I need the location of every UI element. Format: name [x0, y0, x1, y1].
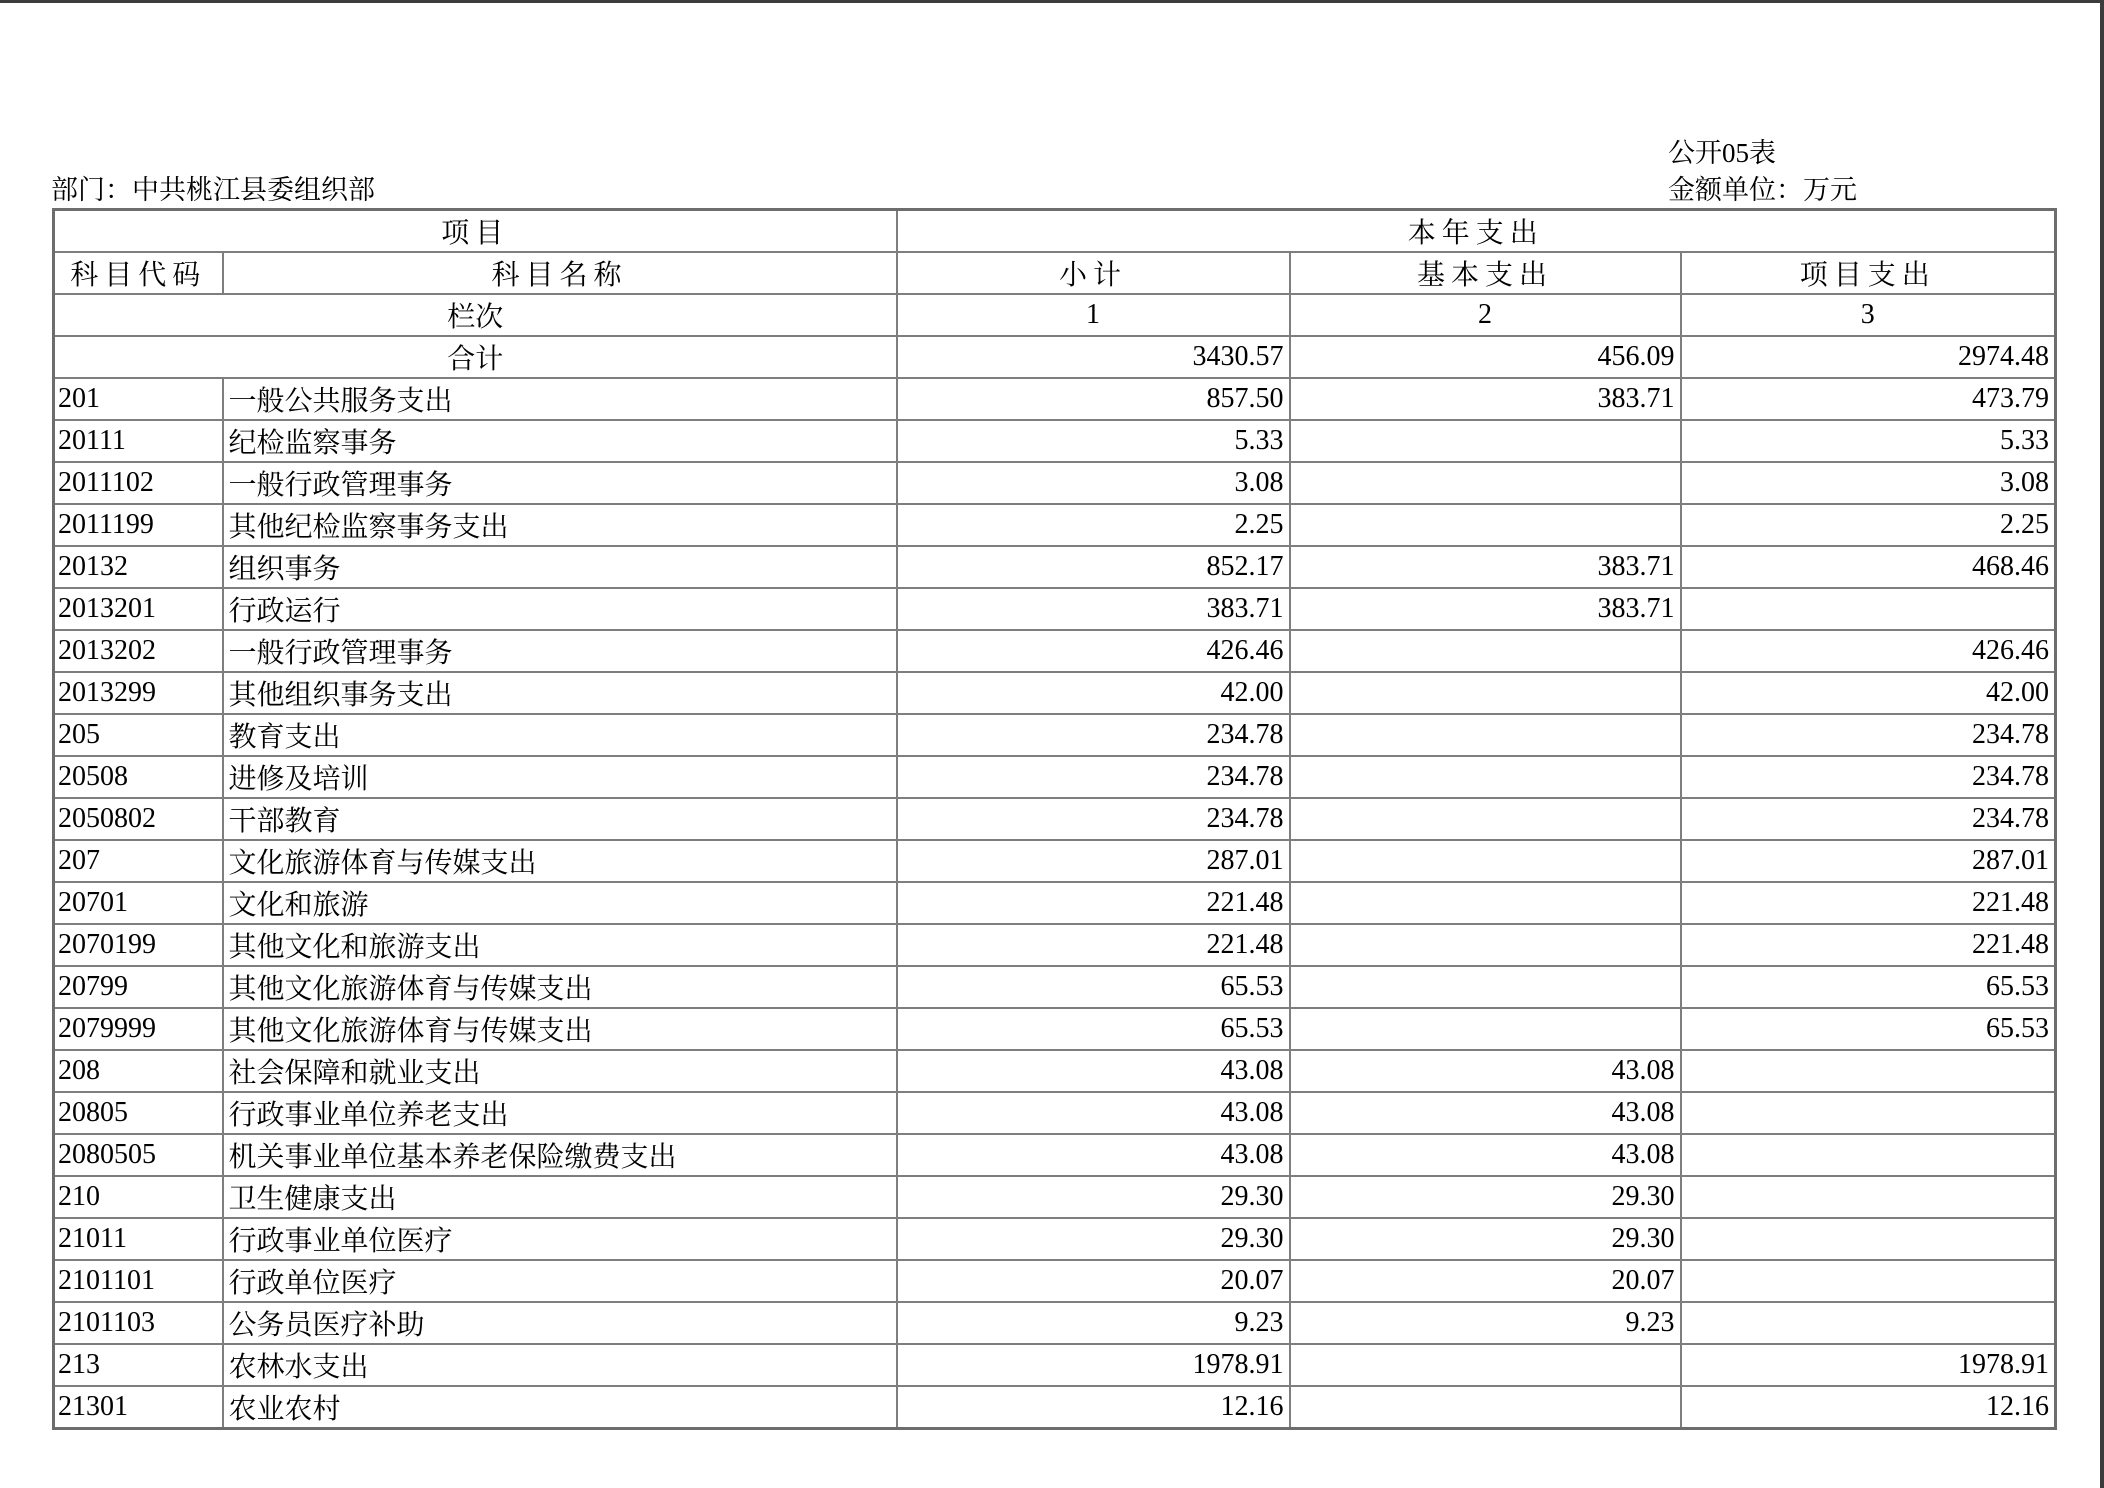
- basic-expenditure-cell: 383.71: [1290, 546, 1681, 588]
- subject-code-cell: 213: [54, 1344, 223, 1386]
- basic-expenditure-cell: 20.07: [1290, 1260, 1681, 1302]
- table-row: [54, 1344, 2056, 1386]
- project-expenditure-cell: 1978.91: [1681, 1344, 2056, 1386]
- column-index-3: 3: [1681, 294, 2056, 336]
- subtotal-cell: 852.17: [897, 546, 1290, 588]
- subtotal-cell: 221.48: [897, 882, 1290, 924]
- subtotal-header: 小计: [897, 252, 1290, 294]
- project-expenditure-cell: [1681, 588, 2056, 630]
- subject-name-cell: 教育支出: [223, 714, 897, 756]
- subtotal-cell: 29.30: [897, 1176, 1290, 1218]
- subject-code-cell: 20805: [54, 1092, 223, 1134]
- subject-code-cell: 2013202: [54, 630, 223, 672]
- table-row: [54, 504, 2056, 546]
- table-row: [54, 714, 2056, 756]
- project-expenditure-cell: 287.01: [1681, 840, 2056, 882]
- subject-code-cell: 21011: [54, 1218, 223, 1260]
- subject-code-cell: 210: [54, 1176, 223, 1218]
- subject-name-cell: 其他文化和旅游支出: [223, 924, 897, 966]
- table-row: [54, 546, 2056, 588]
- subject-code-cell: 21301: [54, 1386, 223, 1429]
- project-expenditure-cell: 3.08: [1681, 462, 2056, 504]
- subject-name-cell: 一般行政管理事务: [223, 462, 897, 504]
- subtotal-cell: 221.48: [897, 924, 1290, 966]
- subject-name-cell: 文化旅游体育与传媒支出: [223, 840, 897, 882]
- table-row: [54, 1134, 2056, 1176]
- table-row: [54, 924, 2056, 966]
- project-expenditure-cell: [1681, 1260, 2056, 1302]
- subtotal-cell: 65.53: [897, 966, 1290, 1008]
- amount-unit-label: 金额单位：万元: [1668, 175, 1857, 205]
- basic-expenditure-cell: [1290, 420, 1681, 462]
- project-expenditure-cell: 12.16: [1681, 1386, 2056, 1429]
- subject-code-cell: 20701: [54, 882, 223, 924]
- subject-name-cell: 社会保障和就业支出: [223, 1050, 897, 1092]
- project-expenditure-header: 项目支出: [1681, 252, 2056, 294]
- project-group-header: 项目: [54, 210, 897, 253]
- basic-expenditure-cell: [1290, 714, 1681, 756]
- total-subtotal-value: 3430.57: [897, 336, 1290, 378]
- subtotal-cell: 9.23: [897, 1302, 1290, 1344]
- subject-name-cell: 文化和旅游: [223, 882, 897, 924]
- table-row: [54, 420, 2056, 462]
- project-expenditure-cell: 5.33: [1681, 420, 2056, 462]
- subject-name-cell: 纪检监察事务: [223, 420, 897, 462]
- subject-name-cell: 农林水支出: [223, 1344, 897, 1386]
- subject-code-cell: 2101103: [54, 1302, 223, 1344]
- subtotal-cell: 857.50: [897, 378, 1290, 420]
- basic-expenditure-cell: [1290, 966, 1681, 1008]
- basic-expenditure-cell: [1290, 630, 1681, 672]
- subject-name-cell: 其他组织事务支出: [223, 672, 897, 714]
- basic-expenditure-cell: [1290, 840, 1681, 882]
- header-row-groups: [54, 210, 2056, 253]
- column-index-label: 栏次: [54, 294, 897, 336]
- subtotal-cell: 5.33: [897, 420, 1290, 462]
- subtotal-cell: 234.78: [897, 756, 1290, 798]
- basic-expenditure-header: 基本支出: [1290, 252, 1681, 294]
- project-expenditure-cell: [1681, 1050, 2056, 1092]
- subject-code-cell: 205: [54, 714, 223, 756]
- basic-expenditure-cell: 383.71: [1290, 378, 1681, 420]
- subject-code-cell: 2011199: [54, 504, 223, 546]
- total-label: 合计: [54, 336, 897, 378]
- basic-expenditure-cell: [1290, 882, 1681, 924]
- project-expenditure-cell: 426.46: [1681, 630, 2056, 672]
- table-row: [54, 840, 2056, 882]
- page-right-edge: [2100, 0, 2104, 1488]
- subject-name-cell: 行政事业单位养老支出: [223, 1092, 897, 1134]
- project-expenditure-cell: 221.48: [1681, 924, 2056, 966]
- project-expenditure-cell: 42.00: [1681, 672, 2056, 714]
- project-expenditure-cell: 65.53: [1681, 966, 2056, 1008]
- project-expenditure-cell: 473.79: [1681, 378, 2056, 420]
- basic-expenditure-cell: [1290, 1344, 1681, 1386]
- subject-code-cell: 20799: [54, 966, 223, 1008]
- table-body: [54, 378, 2056, 1429]
- subject-name-cell: 一般行政管理事务: [223, 630, 897, 672]
- subject-name-cell: 进修及培训: [223, 756, 897, 798]
- project-expenditure-cell: [1681, 1218, 2056, 1260]
- basic-expenditure-cell: [1290, 1008, 1681, 1050]
- project-expenditure-cell: 234.78: [1681, 756, 2056, 798]
- total-basic-value: 456.09: [1290, 336, 1681, 378]
- project-expenditure-cell: 234.78: [1681, 714, 2056, 756]
- table-row: [54, 378, 2056, 420]
- subject-code-cell: 2050802: [54, 798, 223, 840]
- subject-code-cell: 20508: [54, 756, 223, 798]
- project-expenditure-cell: 65.53: [1681, 1008, 2056, 1050]
- subtotal-cell: 12.16: [897, 1386, 1290, 1429]
- basic-expenditure-cell: [1290, 798, 1681, 840]
- table-row: [54, 1386, 2056, 1429]
- department-label: 部门：中共桃江县委组织部: [51, 175, 375, 205]
- subject-name-header: 科目名称: [223, 252, 897, 294]
- table-row: [54, 1176, 2056, 1218]
- basic-expenditure-cell: 9.23: [1290, 1302, 1681, 1344]
- project-expenditure-cell: [1681, 1176, 2056, 1218]
- header-row-columns: [54, 252, 2056, 294]
- basic-expenditure-cell: 43.08: [1290, 1134, 1681, 1176]
- subject-code-cell: 208: [54, 1050, 223, 1092]
- table-row: [54, 588, 2056, 630]
- column-index-row: [54, 294, 2056, 336]
- subject-name-cell: 卫生健康支出: [223, 1176, 897, 1218]
- subject-name-cell: 一般公共服务支出: [223, 378, 897, 420]
- subtotal-cell: 383.71: [897, 588, 1290, 630]
- subject-name-cell: 干部教育: [223, 798, 897, 840]
- subtotal-cell: 43.08: [897, 1050, 1290, 1092]
- sheet-number-label: 公开05表: [1668, 138, 1776, 168]
- subject-code-cell: 2080505: [54, 1134, 223, 1176]
- subject-name-cell: 农业农村: [223, 1386, 897, 1429]
- page-top-edge: [0, 0, 2104, 3]
- subtotal-cell: 234.78: [897, 714, 1290, 756]
- subtotal-cell: 29.30: [897, 1218, 1290, 1260]
- subject-name-cell: 其他文化旅游体育与传媒支出: [223, 1008, 897, 1050]
- subtotal-cell: 20.07: [897, 1260, 1290, 1302]
- project-expenditure-cell: [1681, 1092, 2056, 1134]
- basic-expenditure-cell: [1290, 924, 1681, 966]
- basic-expenditure-cell: [1290, 462, 1681, 504]
- basic-expenditure-cell: [1290, 1386, 1681, 1429]
- basic-expenditure-cell: [1290, 672, 1681, 714]
- basic-expenditure-cell: 43.08: [1290, 1050, 1681, 1092]
- project-expenditure-cell: 221.48: [1681, 882, 2056, 924]
- column-index-2: 2: [1290, 294, 1681, 336]
- subject-code-cell: 2101101: [54, 1260, 223, 1302]
- table-row: [54, 1008, 2056, 1050]
- total-row: [54, 336, 2056, 378]
- column-index-1: 1: [897, 294, 1290, 336]
- table-row: [54, 1218, 2056, 1260]
- subtotal-cell: 234.78: [897, 798, 1290, 840]
- subject-name-cell: 公务员医疗补助: [223, 1302, 897, 1344]
- subject-code-cell: 2070199: [54, 924, 223, 966]
- subtotal-cell: 287.01: [897, 840, 1290, 882]
- table-row: [54, 1092, 2056, 1134]
- table-row: [54, 1260, 2056, 1302]
- subtotal-cell: 3.08: [897, 462, 1290, 504]
- table-row: [54, 756, 2056, 798]
- year-expenditure-group-header: 本年支出: [897, 210, 2056, 253]
- expenditure-table: [52, 208, 2057, 1430]
- subject-code-cell: 2011102: [54, 462, 223, 504]
- table-row: [54, 630, 2056, 672]
- subject-code-cell: 20111: [54, 420, 223, 462]
- table-row: [54, 672, 2056, 714]
- subject-name-cell: 组织事务: [223, 546, 897, 588]
- project-expenditure-cell: 234.78: [1681, 798, 2056, 840]
- table-row: [54, 1302, 2056, 1344]
- subject-name-cell: 机关事业单位基本养老保险缴费支出: [223, 1134, 897, 1176]
- project-expenditure-cell: [1681, 1134, 2056, 1176]
- subtotal-cell: 426.46: [897, 630, 1290, 672]
- subject-code-cell: 2013299: [54, 672, 223, 714]
- subject-code-cell: 207: [54, 840, 223, 882]
- basic-expenditure-cell: 29.30: [1290, 1176, 1681, 1218]
- subtotal-cell: 65.53: [897, 1008, 1290, 1050]
- table-row: [54, 462, 2056, 504]
- subject-name-cell: 其他纪检监察事务支出: [223, 504, 897, 546]
- subject-code-cell: 20132: [54, 546, 223, 588]
- subtotal-cell: 43.08: [897, 1134, 1290, 1176]
- subtotal-cell: 43.08: [897, 1092, 1290, 1134]
- subject-name-cell: 行政运行: [223, 588, 897, 630]
- basic-expenditure-cell: [1290, 756, 1681, 798]
- project-expenditure-cell: 468.46: [1681, 546, 2056, 588]
- basic-expenditure-cell: 43.08: [1290, 1092, 1681, 1134]
- project-expenditure-cell: [1681, 1302, 2056, 1344]
- subject-code-header: 科目代码: [54, 252, 223, 294]
- subject-code-cell: 2013201: [54, 588, 223, 630]
- basic-expenditure-cell: 383.71: [1290, 588, 1681, 630]
- subject-name-cell: 行政单位医疗: [223, 1260, 897, 1302]
- subject-name-cell: 其他文化旅游体育与传媒支出: [223, 966, 897, 1008]
- table-row: [54, 882, 2056, 924]
- subtotal-cell: 2.25: [897, 504, 1290, 546]
- subtotal-cell: 1978.91: [897, 1344, 1290, 1386]
- project-expenditure-cell: 2.25: [1681, 504, 2056, 546]
- basic-expenditure-cell: 29.30: [1290, 1218, 1681, 1260]
- subject-code-cell: 201: [54, 378, 223, 420]
- table-row: [54, 966, 2056, 1008]
- table-row: [54, 1050, 2056, 1092]
- subject-name-cell: 行政事业单位医疗: [223, 1218, 897, 1260]
- table-row: [54, 798, 2056, 840]
- subject-code-cell: 2079999: [54, 1008, 223, 1050]
- basic-expenditure-cell: [1290, 504, 1681, 546]
- total-project-value: 2974.48: [1681, 336, 2056, 378]
- subtotal-cell: 42.00: [897, 672, 1290, 714]
